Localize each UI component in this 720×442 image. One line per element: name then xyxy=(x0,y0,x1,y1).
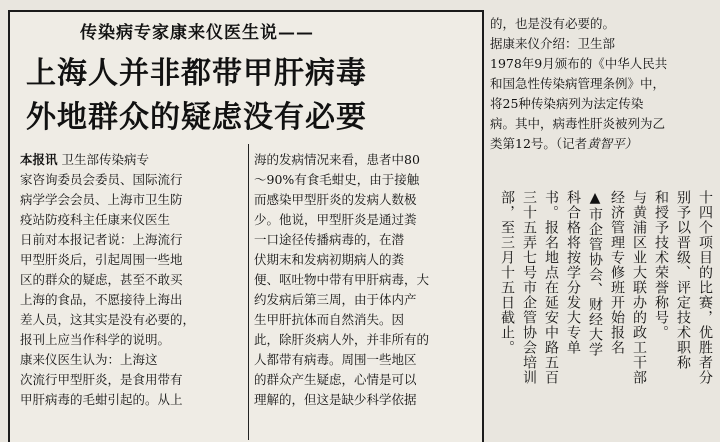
article-continuation xyxy=(490,14,716,154)
adjacent-vertical-text: 十四个项目的比赛，优胜者分 别予以晋级、评定技术职称 和授予技术荣誉称号。 与黄浦区业大联办的政工干部 经济管理专修班开始报名 ▲市企管协会、财经大学 科合格将按学分发大专单 书。报名地点在延安中路五百 三十五弄七号市企管协会培训 部，至三月十五日截止。 xyxy=(499,190,713,385)
article-column-2: 海的发病情况来看，患者中80 ～90%有食毛蚶史，由于接触 而感染甲型肝炎的发病人数极 少。他说，甲型肝炎是通过粪 一口途径传播病毒的，在潜 伏期末和发病初期病人的粪 便、呕吐物中带有甲肝病毒，大 约发病后第三周，由于体内产 生甲肝抗体而自然消失。因 此，除肝炎病人外，并非所有的 人都带有病毒。周围一些地区 的群众产生疑虑，心情是可以 理解的，但这是缺少科学依据 xyxy=(254,152,430,407)
headline-line-2: 外地群众的疑虑没有必要 xyxy=(26,100,367,135)
article-column-1 xyxy=(20,150,242,410)
article-kicker: 传染病专家康来仪医生说—— xyxy=(80,23,314,43)
reporter-name: 黄智平） xyxy=(587,136,638,151)
continuation-text: 的，也是没有必要的。 xyxy=(490,16,616,31)
dateline: 本报讯 xyxy=(20,152,58,167)
paragraph-2: 康来仪医生认为：上海这 次流行甲型肝炎，是食用带有 甲肝病毒的毛蚶引起的。从上 xyxy=(20,352,183,407)
note-paragraph: 据康来仪介绍：卫生部 1978年9月颁布的《中华人民共 和国急性传染病管理条例》中， 将25种传染病列为法定传染 病。其中，病毒性肝炎被列为乙 类第12号。（记者 xyxy=(490,36,668,151)
column-divider xyxy=(248,144,249,440)
headline-line-1: 上海人并非都带甲肝病毒 xyxy=(26,56,367,91)
article-headline xyxy=(26,52,466,140)
paragraph-1: 卫生部传染病专 家咨询委员会委员、国际流行 病学学会会员、上海市卫生防 疫站防疫科主任康来仪医生 日前对本报记者说：上海流行 甲型肝炎后，引起周围一些地 区的群众的疑虑，甚至不敢买 上海的食品，不愿接待上海出 差人员，这其实是没有必要的， 报刊上应当作科学的说明。 xyxy=(20,152,196,347)
